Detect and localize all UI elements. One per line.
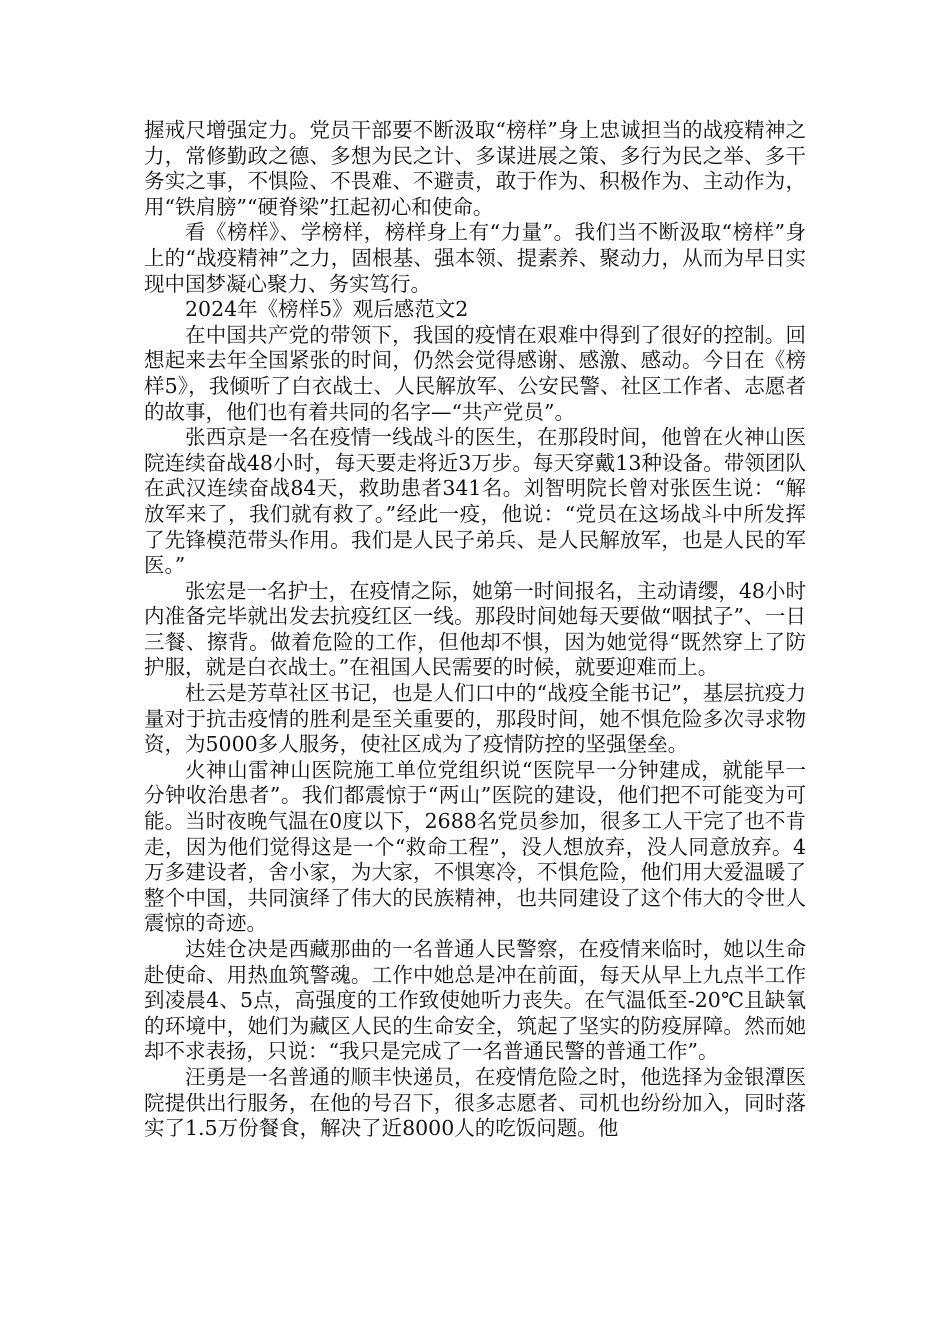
paragraph-2: 看《榜样》、学榜样，榜样身上有“力量”。我们当不断汲取“榜样”身上的“战疫精神”之力，固根基、强本领、提素养、聚动力，从而为早日实现中国梦凝心聚力、务实笃行。 [144,220,806,296]
paragraph-6: 杜云是芳草社区书记，也是人们口中的“战疫全能书记”，基层抗疫力量对于抗击疫情的胜利是至关重要的，那段时间，她不惧危险多次寻求物资，为5000多人服务，使社区成为了疫情防控的坚强堡垒。 [144,681,806,757]
paragraph-9: 汪勇是一名普通的顺丰快递员，在疫情危险之时，他选择为金银潭医院提供出行服务，在他的号召下，很多志愿者、司机也纷纷加入，同时落实了1.5万份餐食，解决了近8000人的吃饭问题。他 [144,1064,806,1141]
paragraph-3: 在中国共产党的带领下，我国的疫情在艰难中得到了很好的控制。回想起来去年全国紧张的时间，仍然会觉得感谢、感激、感动。今日在《榜样5》，我倾听了白衣战士、人民解放军、公安民警、社区工作者、志愿者的故事，他们也有着共同的名字—“共产党员”。 [144,322,806,424]
paragraph-7: 火神山雷神山医院施工单位党组织说“医院早一分钟建成，就能早一分钟收治患者”。我们都震惊于“两山”医院的建设，他们把不可能变为可能。当时夜晚气温在0度以下，2688名党员参加，很多工人干完了也不肯走，因为他们觉得这是一个“救命工程”，没人想放弃，没人同意放弃。4万多建设者，舍小家，为大家，不惧寒冷，不惧危险，他们用大爱温暖了整个中国，共同演绎了伟大的民族精神，也共同建设了这个伟大的令世人震惊的奇迹。 [144,757,806,936]
paragraph-5: 张宏是一名护士，在疫情之际，她第一时间报名，主动请缨，48小时内准备完毕就出发去抗疫红区一线。那段时间她每天要做“咽拭子”、一日三餐、擦背。做着危险的工作，但他却不惧，因为她觉得“既然穿上了防护服，就是白衣战士。”在祖国人民需要的时候，就要迎难而上。 [144,578,806,680]
paragraph-4: 张西京是一名在疫情一线战斗的医生，在那段时间，他曾在火神山医院连续奋战48小时，每天要走将近3万步。每天穿戴13种设备。带领团队在武汉连续奋战84天，救助患者341名。刘智明院长曾对张医生说：“解放军来了，我们就有救了。”经此一疫，他说：“党员在这场战斗中所发挥了先锋模范带头作用。我们是人民子弟兵、是人民解放军，也是人民的军医。” [144,425,806,578]
document-page [144,118,806,1142]
paragraph-8: 达娃仓决是西藏那曲的一名普通人民警察，在疫情来临时，她以生命赴使命、用热血筑警魂。工作中她总是冲在前面，每天从早上九点半工作到凌晨4、5点，高强度的工作致使她听力丧失。在气温低至-20℃且缺氧的环境中，她们为藏区人民的生命安全，筑起了坚实的防疫屏障。然而她却不求表扬，只说：“我只是完成了一名普通民警的普通工作”。 [144,937,806,1064]
paragraph-1: 握戒尺增强定力。党员干部要不断汲取“榜样”身上忠诚担当的战疫精神之力，常修勤政之德、多想为民之计、多谋进展之策、多行为民之举、多干务实之事，不惧险、不畏难、不避责，敢于作为、积极作为、主动作为，用“铁肩膀”“硬脊梁”扛起初心和使命。 [144,118,806,219]
section-heading: 2024年《榜样5》观后感范文2 [185,297,469,322]
